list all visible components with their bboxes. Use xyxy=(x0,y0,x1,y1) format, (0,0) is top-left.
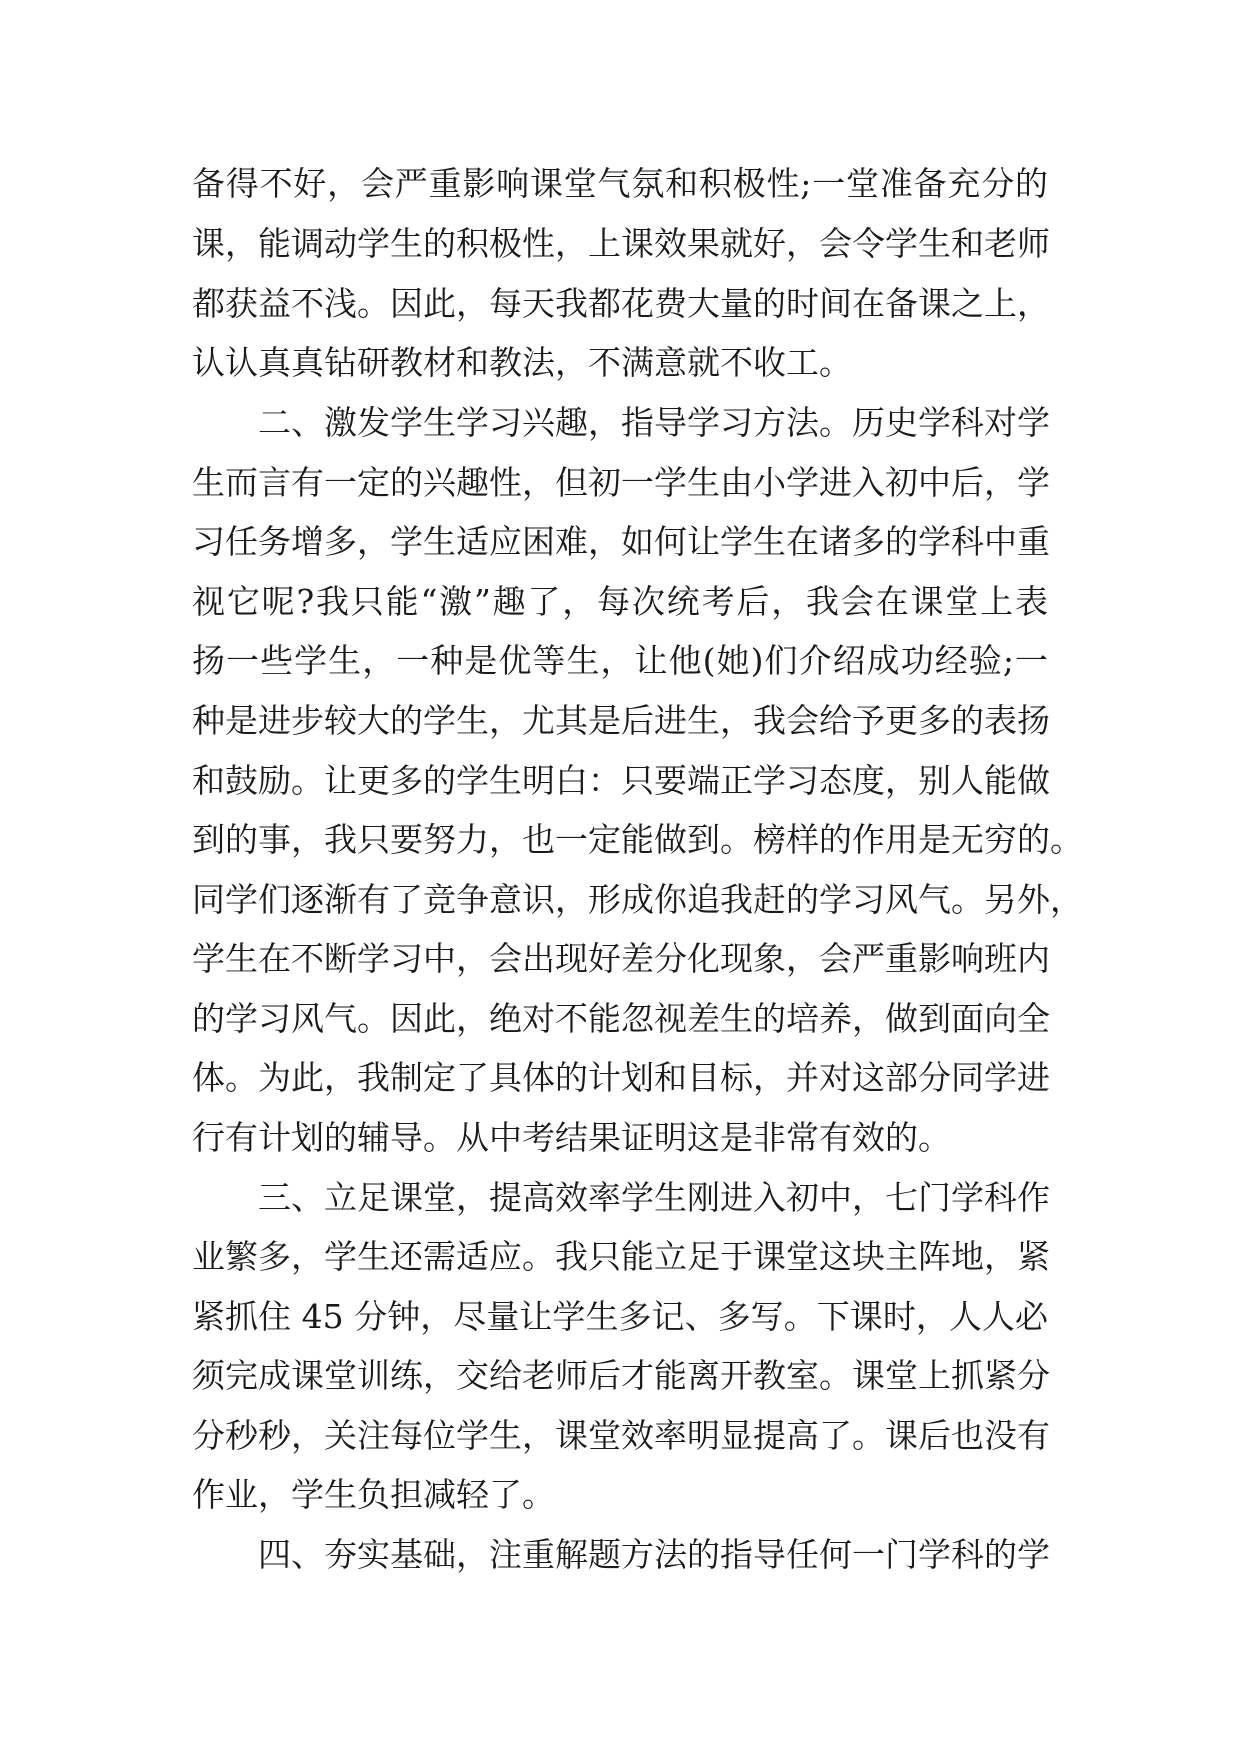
text-line: 课，能调动学生的积极性，上课效果就好，会令学生和老师 xyxy=(192,224,1050,263)
text-line: 分秒秒，关注每位学生，课堂效率明显提高了。课后也没有 xyxy=(192,1416,1050,1455)
text-line: 作业，学生负担减轻了。 xyxy=(192,1475,555,1514)
text-line: 同学们逐渐有了竞争意识，形成你追我赶的学习风气。另外， xyxy=(192,880,1083,919)
text-line: 体。为此，我制定了具体的计划和目标，并对这部分同学进 xyxy=(192,1058,1050,1097)
text-line: 的学习风气。因此，绝对不能忽视差生的培养，做到面向全 xyxy=(192,999,1050,1038)
paragraph-start-line: 三、立足课堂，提高效率学生刚进入初中，七门学科作 xyxy=(258,1178,1050,1217)
text-line: 扬一些学生，一种是优等生，让他(她)们介绍成功经验;一 xyxy=(192,641,1048,680)
text-line: 紧抓住 45 分钟，尽量让学生多记、多写。下课时，人人必 xyxy=(192,1297,1048,1336)
text-line: 到的事，我只要努力，也一定能做到。榜样的作用是无穷的。 xyxy=(192,820,1083,859)
paragraph-start-line: 二、激发学生学习兴趣，指导学习方法。历史学科对学 xyxy=(258,403,1050,442)
text-line: 种是进步较大的学生，尤其是后进生，我会给予更多的表扬 xyxy=(192,701,1050,740)
paragraph-start-line: 四、夯实基础，注重解题方法的指导任何一门学科的学 xyxy=(258,1535,1050,1574)
text-line: 和鼓励。让更多的学生明白：只要端正学习态度，别人能做 xyxy=(192,761,1050,800)
text-line: 习任务增多，学生适应困难，如何让学生在诸多的学科中重 xyxy=(192,522,1050,561)
text-line: 认认真真钻研教材和教法，不满意就不收工。 xyxy=(192,343,852,382)
text-line: 备得不好，会严重影响课堂气氛和积极性;一堂准备充分的 xyxy=(192,164,1048,203)
text-line: 须完成课堂训练，交给老师后才能离开教室。课堂上抓紧分 xyxy=(192,1356,1050,1395)
text-line: 学生在不断学习中，会出现好差分化现象，会严重影响班内 xyxy=(192,939,1050,978)
text-line: 视它呢?我只能“激”趣了，每次统考后，我会在课堂上表 xyxy=(192,582,1048,621)
text-line: 生而言有一定的兴趣性，但初一学生由小学进入初中后，学 xyxy=(192,463,1050,502)
text-line: 业繁多，学生还需适应。我只能立足于课堂这块主阵地，紧 xyxy=(192,1237,1050,1276)
text-line: 行有计划的辅导。从中考结果证明这是非常有效的。 xyxy=(192,1118,951,1157)
text-line: 都获益不浅。因此，每天我都花费大量的时间在备课之上， xyxy=(192,284,1050,323)
